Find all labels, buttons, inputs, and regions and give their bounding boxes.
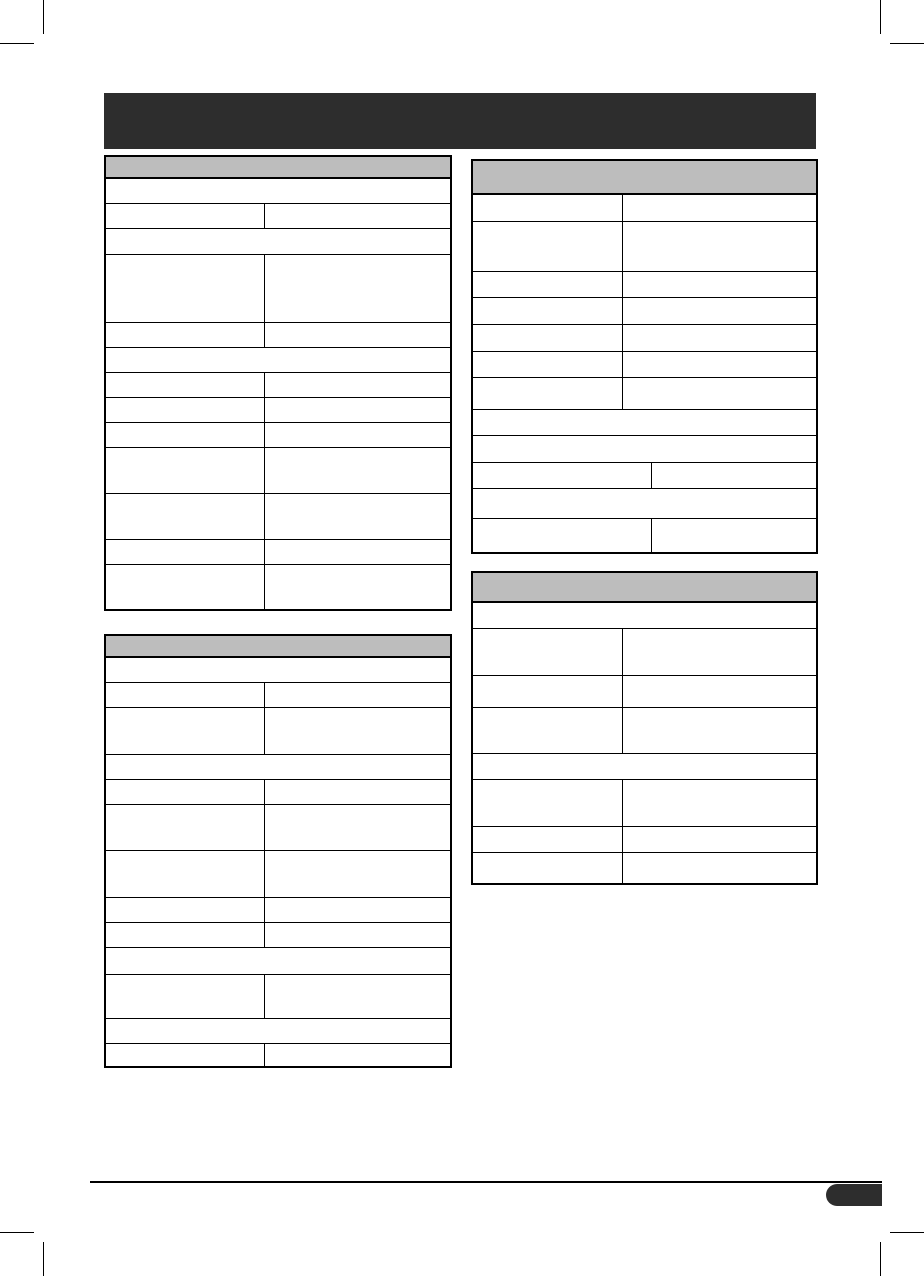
crop-mark-top-right-vertical — [880, 0, 881, 34]
table-section-row — [472, 602, 817, 628]
spec-table-left-top — [104, 155, 452, 611]
table-section-row — [472, 435, 817, 462]
table-row — [105, 539, 451, 564]
page-header-band — [104, 93, 816, 149]
table-row — [472, 271, 817, 297]
table-row — [105, 422, 451, 447]
table-row — [105, 372, 451, 397]
table-heading — [105, 156, 451, 178]
table-row — [472, 377, 817, 409]
table-section-row — [472, 753, 817, 779]
table-row — [105, 447, 451, 493]
table-section-row — [472, 409, 817, 435]
crop-mark-bottom-right-vertical — [880, 1242, 881, 1276]
crop-mark-bottom-right-horizontal — [890, 1232, 924, 1233]
table-row — [472, 462, 817, 488]
table-row — [105, 897, 451, 922]
table-section-row — [105, 1018, 451, 1043]
crop-mark-bottom-left-vertical — [43, 1242, 44, 1276]
table-row — [105, 493, 451, 539]
table-row — [105, 564, 451, 610]
table-heading — [105, 635, 451, 657]
table-row — [105, 203, 451, 228]
table-section-row — [472, 488, 817, 518]
table-row — [105, 922, 451, 947]
table-row — [105, 397, 451, 422]
table-row — [472, 628, 817, 675]
table-section-row — [105, 347, 451, 372]
table-section-row — [105, 754, 451, 779]
crop-mark-top-right-horizontal — [890, 43, 924, 44]
table-section-row — [105, 178, 451, 203]
table-row — [472, 779, 817, 826]
table-heading — [472, 572, 817, 602]
table-row — [472, 221, 817, 271]
table-row — [105, 779, 451, 804]
table-row — [105, 707, 451, 754]
table-row — [105, 322, 451, 347]
table-row — [472, 852, 817, 884]
table-section-row — [105, 228, 451, 254]
table-row — [472, 518, 817, 553]
table-row — [105, 682, 451, 707]
footer-rule — [90, 1181, 882, 1183]
table-row — [472, 675, 817, 707]
table-row — [472, 707, 817, 753]
spec-table-right-bottom — [471, 571, 818, 885]
table-row — [105, 804, 451, 850]
table-row — [105, 850, 451, 897]
table-row — [105, 254, 451, 322]
table-section-row — [105, 947, 451, 974]
spec-table-right-top — [471, 159, 818, 554]
spec-table-left-bottom — [104, 634, 452, 1068]
table-row — [472, 351, 817, 377]
crop-mark-top-left-vertical — [43, 0, 44, 34]
table-section-row — [105, 657, 451, 682]
table-row — [472, 826, 817, 852]
page-number-tab — [826, 1184, 882, 1206]
table-heading — [472, 160, 817, 194]
table-row — [472, 297, 817, 324]
crop-mark-top-left-horizontal — [0, 43, 34, 44]
table-row — [472, 194, 817, 221]
table-row — [105, 1043, 451, 1067]
table-row — [472, 324, 817, 351]
table-row — [105, 974, 451, 1018]
crop-mark-bottom-left-horizontal — [0, 1232, 34, 1233]
